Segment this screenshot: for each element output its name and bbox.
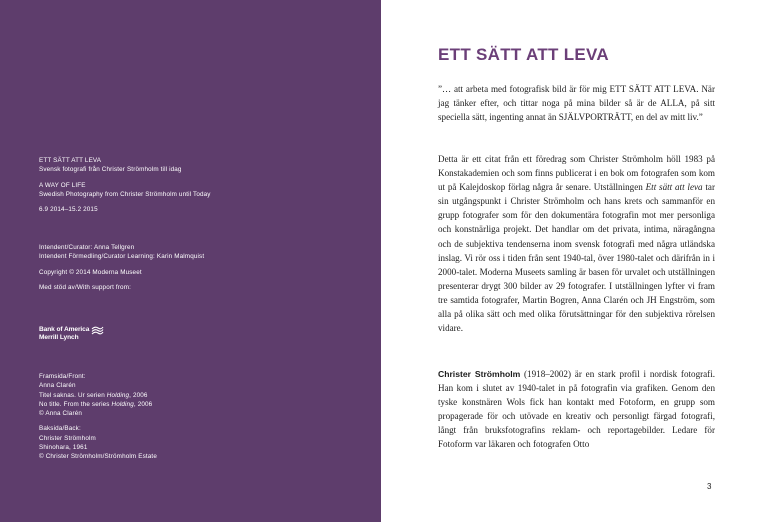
curator-credit: Intendent/Curator: Anna Tellgren xyxy=(39,244,135,251)
page-title: ETT SÄTT ATT LEVA xyxy=(438,45,609,64)
exhibition-title-en: A WAY OF LIFE xyxy=(39,181,86,189)
page-number: 3 xyxy=(707,482,712,491)
front-artist: Anna Clarén xyxy=(39,382,76,390)
front-heading: Framsida/Front: xyxy=(39,373,86,380)
right-page xyxy=(381,0,760,522)
back-copyright: © Christer Strömholm/Strömholm Estate xyxy=(39,453,157,461)
sponsor-logo xyxy=(39,326,104,342)
exhibition-title-sv: ETT SÄTT ATT LEVA xyxy=(39,157,102,164)
education-credit: Intendent Förmedling/Curator Learning: Karin Malmquist xyxy=(39,253,205,261)
front-title-sv: Titel saknas. Ur serien Holding, 2006 xyxy=(39,391,148,399)
sponsor-name xyxy=(39,326,89,342)
opening-quote: ”… att arbeta med fotografisk bild är för mig ETT SÄTT ATT LEVA. När jag tänker efter, och tittar noga på mina bilder så är de ALLA, på sitt speciella sätt, ingenting annat än SJÄLVPORTRÄTT, en del av mitt liv.” xyxy=(438,84,715,123)
support-note: Med stöd av/With support from: xyxy=(39,283,131,291)
back-work: Shinohara, 1961 xyxy=(39,444,88,452)
front-title-en: No title. From the series Holding, 2006 xyxy=(39,400,153,408)
back-artist: Christer Strömholm xyxy=(39,434,96,442)
copyright-notice: Copyright © 2014 Moderna Museet xyxy=(39,268,142,276)
sponsor-line-1: Bank of America xyxy=(39,326,90,333)
biography-paragraph: Christer Strömholm (1918–2002) är en stark profil i nordisk fotografi. Han kom i slutet av 1940-talet in på fotografin via grafiken. Genom den tyske konstnären Wols fick han kontakt med Fotoform, en grupp som propagerade för och utövade en kreativ och personligt färgad fotografi, långt från bruksfotografins reklam- och reportagebilder. Ledare för Fotoform var läkaren och fotografen Otto xyxy=(438,369,716,450)
bank-flag-icon xyxy=(91,326,104,335)
sponsor-line-2: Merrill Lynch xyxy=(39,334,79,341)
exhibition-info xyxy=(39,156,211,214)
exhibition-subtitle-sv: Svensk fotografi från Christer Strömholm till idag xyxy=(39,166,182,174)
exhibition-subtitle-en: Swedish Photography from Christer Strömholm until Today xyxy=(39,190,211,198)
intro-paragraph: Detta är ett citat från ett föredrag som Christer Strömholm höll 1983 på Konstakademien och som finns publicerat i en bok om fotografen som kom ut på Kalejdoskop förlag några år senare. Utställningen Ett sätt att leva tar sin utgångspunkt i Christer Strömholm och hans krets och sammanför en grupp fotografer som för den dokumentära fotografin mot mer personliga och konstnärliga projekt. Det handlar om det privata, intima, näragångna och de subjektiva tendenserna inom svensk fotografi med några utländska inslag. Vi rör oss i tiden från sent 1940-tal, över 1980-talet och därifrån in i 2000-talet. Moderna Museets samling är basen för urvalet och utställningen presenterar drygt 300 bilder av 29 fotografer. I utställningen lyfter vi fram tre samtida fotografer, Martin Bogren, Anna Clarén och JH Engström, som alla på olika sätt och med olika förutsättningar för den subjektiva rörelsen vidare. xyxy=(438,154,715,334)
image-credits xyxy=(39,372,157,462)
exhibition-dates: 6.9 2014–15.2 2015 xyxy=(39,206,98,214)
biography-name: Christer Strömholm xyxy=(438,369,521,379)
credits xyxy=(39,243,204,292)
front-copyright: © Anna Clarén xyxy=(39,410,82,418)
back-heading: Baksida/Back: xyxy=(39,425,81,433)
